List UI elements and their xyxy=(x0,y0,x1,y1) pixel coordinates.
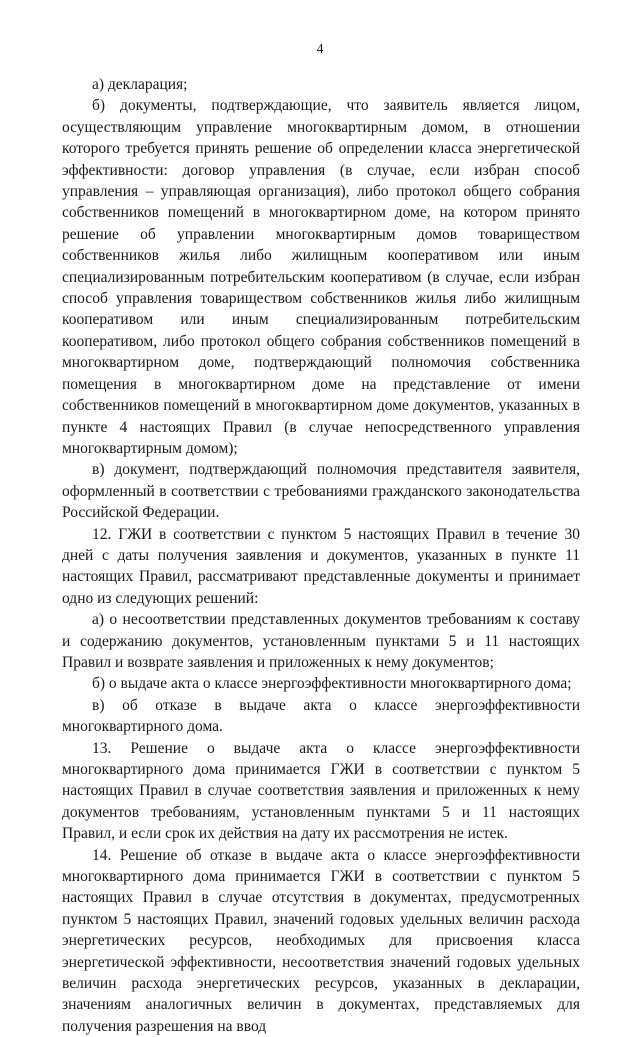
document-body xyxy=(62,74,580,1037)
paragraph-declaration: а) декларация; xyxy=(92,76,188,93)
paragraph-item-12c: в) об отказе в выдаче акта о классе энергоэффективности многоквартирного дома. xyxy=(62,696,580,736)
paragraph-item-12a: а) о несоответствии представленных документов требованиям к составу и содержанию документов, установленным пунктами 5 и 11 настоящих Правил и возврате заявления и приложенных к нему документов; xyxy=(62,611,580,671)
paragraph-representative-document: в) документ, подтверждающий полномочия представителя заявителя, оформленный в соответствии с требованиями гражданского законодательства Российской Федерации. xyxy=(62,461,580,522)
paragraph-item-12b: б) о выдаче акта о классе энергоэффективности многоквартирного дома; xyxy=(92,675,572,693)
paragraph-item-13: 13. Решение о выдаче акта о классе энергоэффективности многоквартирного дома принимается ГЖИ в соответствии с пунктом 5 настоящих Правил в случае соответствия заявления и приложенных к нему документов требованиям, установленным пунктами 5 и 11 настоящих Правил, и если срок их действия на дату их рассмотрения не истек. xyxy=(62,739,580,843)
paragraph-documents-management: б) документы, подтверждающие, что заявитель является лицом, осуществляющим управление многоквартирным домом, в отношении которого требуется принять решение об определении класса энергетической эффективности: договор управления (в случае, если избран способ управления – управляющая организация), либо протокол общего собрания собственников помещений в многоквартирном доме, на котором принято решение об управлении многоквартирным домов товариществом собственников жилья либо жилищным кооперативом или иным специализированным потребительским кооперативом (в случае, если избран способ управления товариществом собственников жилья либо жилищным кооперативом или иным специализированным потребительским кооперативом, либо протокол общего собрания собственников помещений в многоквартирном доме, подтверждающий полномочия собственника помещения в многоквартирном доме на представление от имени собственников помещений в многоквартирном доме документов, указанных в пункте 4 настоящих Правил (в случае непосредственного управления многоквартирным домом); xyxy=(62,97,580,457)
page-number: 4 xyxy=(316,42,324,57)
paragraph-item-14: 14. Решение об отказе в выдаче акта о классе энергоэффективности многоквартирного дома принимается ГЖИ в соответствии с пунктом 5 настоящих Правил в случае отсутствия в документах, предусмотренных пунктом 5 настоящих Правил, значений годовых удельных величин расхода энергетических ресурсов, необходимых для присвоения класса энергетической эффективности, несоответствия значений годовых удельных величин расхода энергетических ресурсов, указанных в декларации, значениям аналогичных величин в документах, представляемых для получения разрешения на ввод xyxy=(62,846,580,1035)
paragraph-item-12: 12. ГЖИ в соответствии с пунктом 5 настоящих Правил в течение 30 дней с даты получения заявления и документов, указанных в пункте 11 настоящих Правил, рассматривают представленные документы и принимает одно из следующих решений: xyxy=(62,525,580,607)
